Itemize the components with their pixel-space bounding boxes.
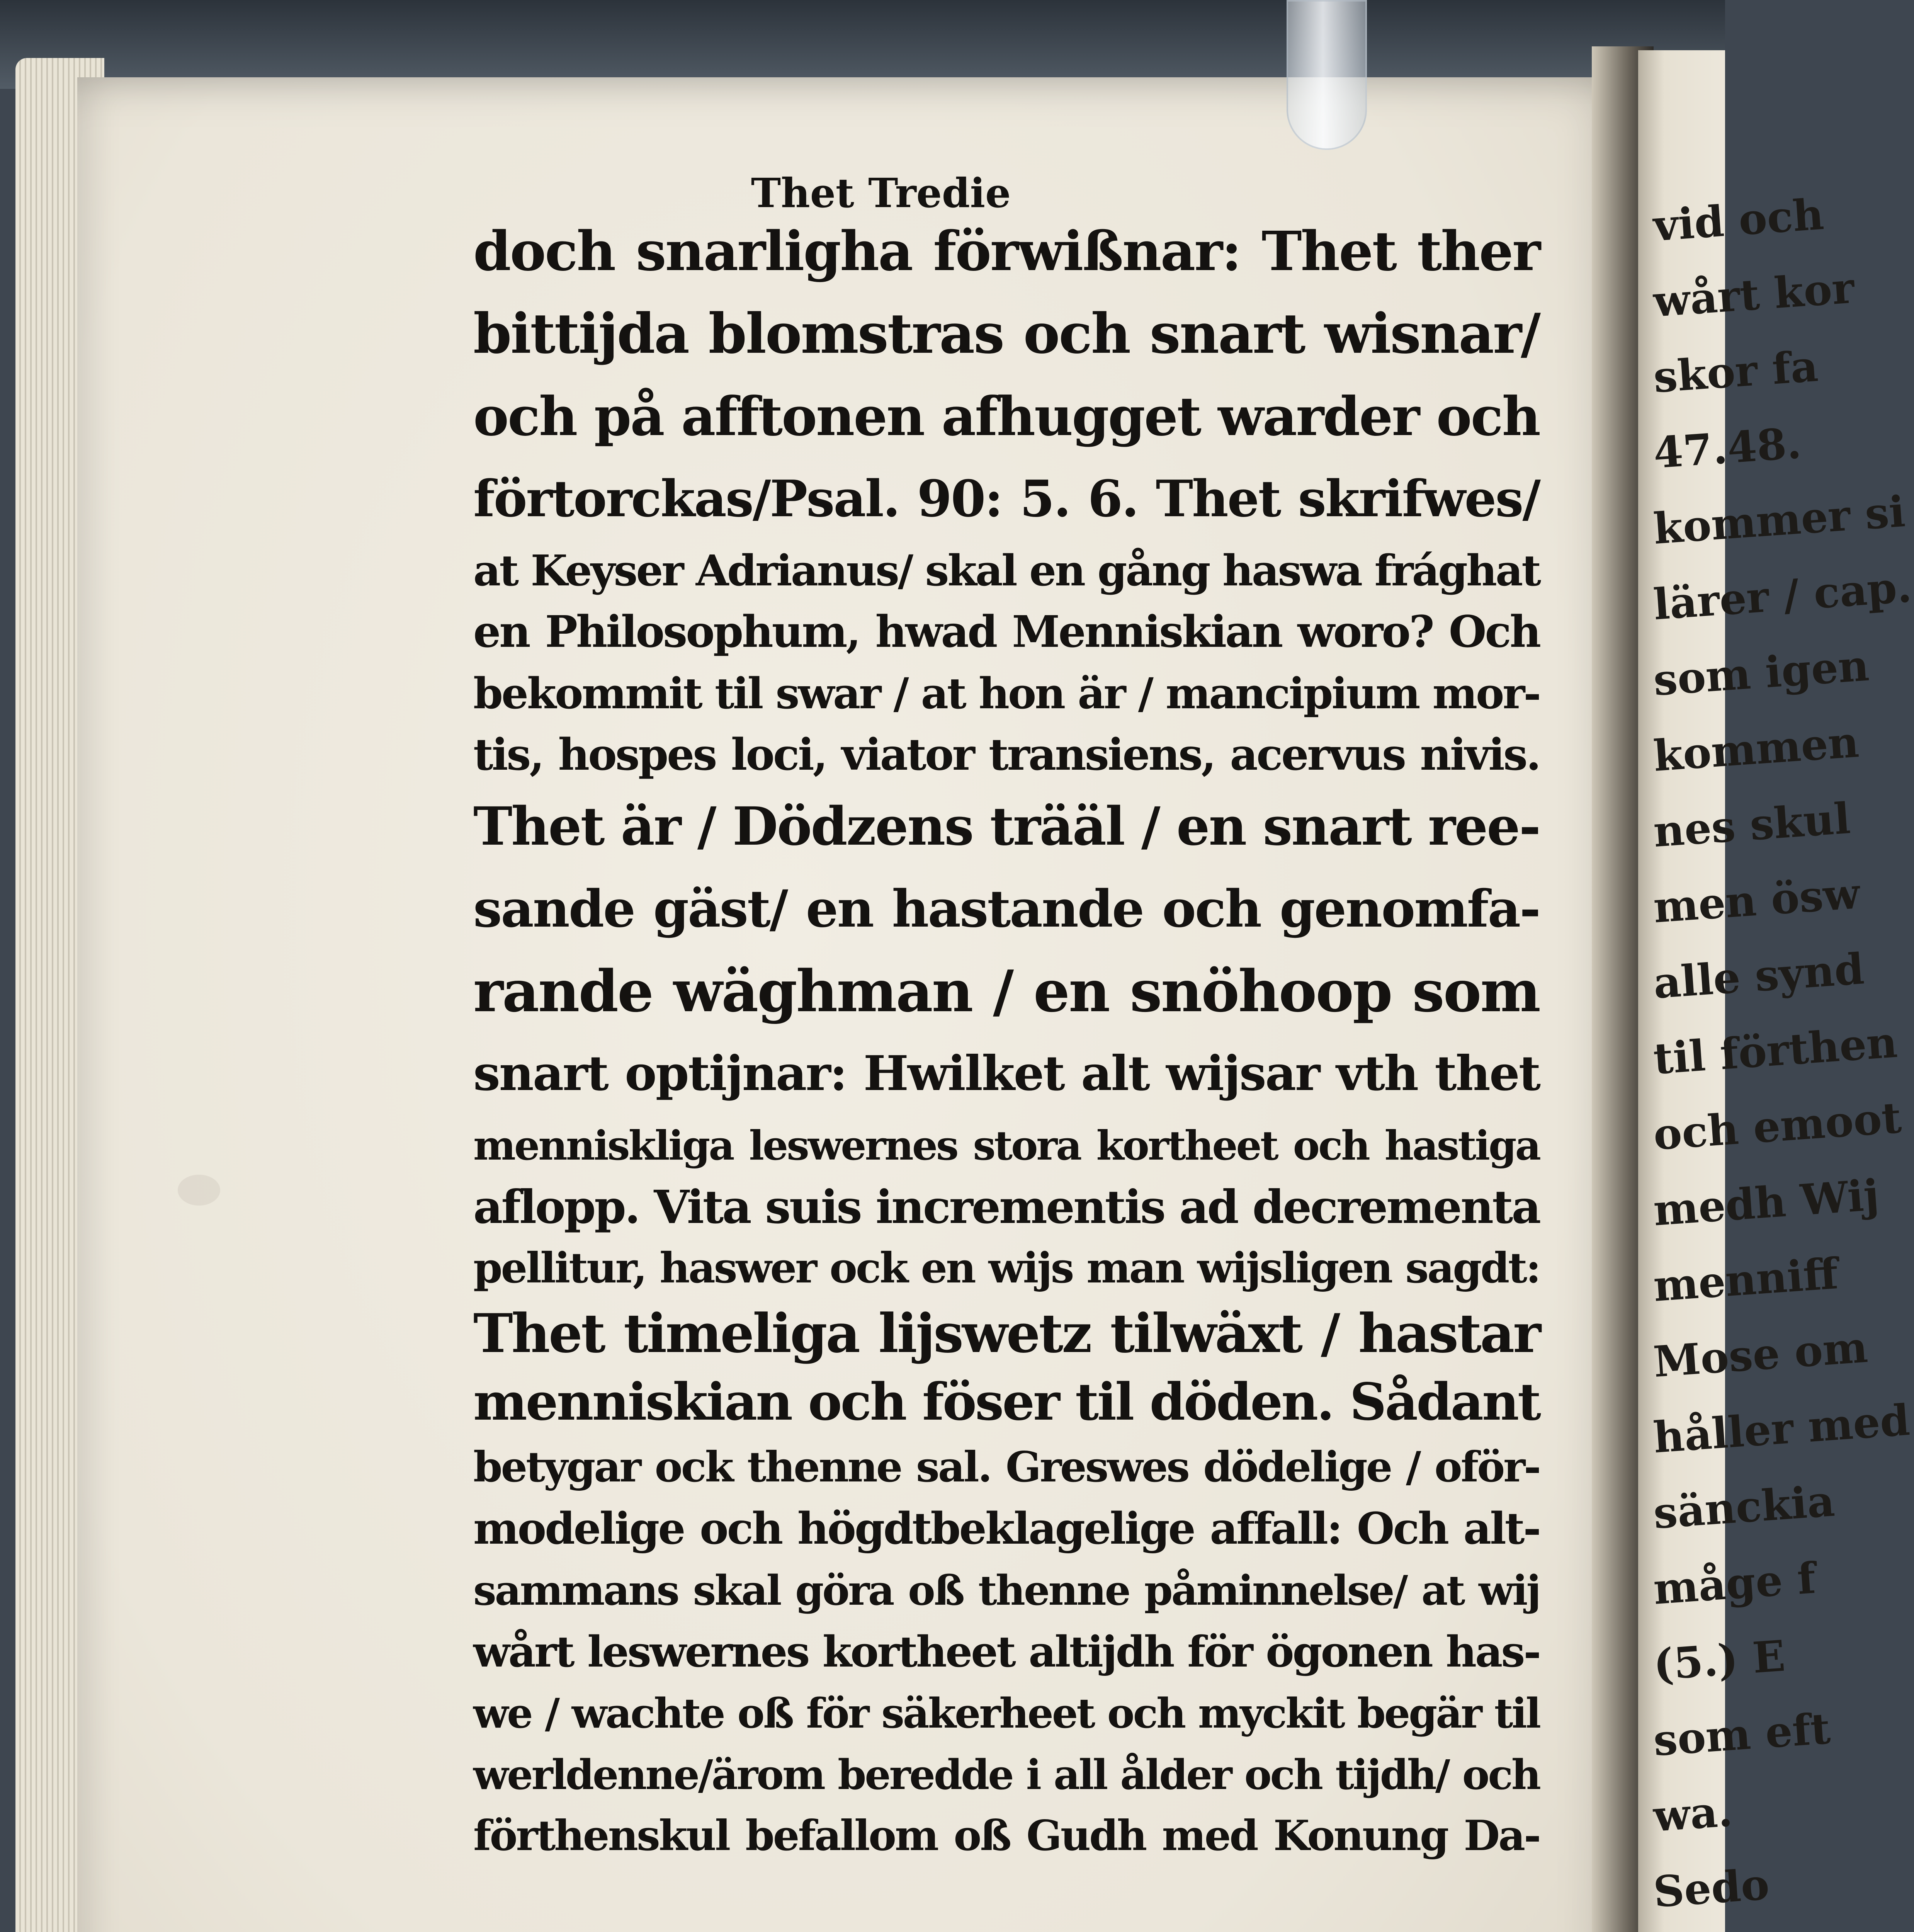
facing-page-line: men ösw [1652, 868, 1861, 933]
text-line: pellitur, haswer ock en wijs man wijsligen sagdt: [473, 1244, 1540, 1293]
body-text [473, 211, 1540, 1867]
facing-page-line: alle synd [1652, 944, 1866, 1009]
text-line: förtorckas/Psal. 90: 5. 6. Thet skrifwes/ [473, 469, 1540, 528]
text-line: Thet timeliga lijswetz tilwäxt / hastar [473, 1302, 1540, 1365]
facing-page-line: menniff [1652, 1248, 1840, 1311]
text-line: tis, hospes loci, viator transiens, acervus nivis. [473, 730, 1540, 780]
text-line: werldenne/ärom beredde i all ålder och tijdh/ och [473, 1750, 1540, 1799]
text-line: snart optijnar: Hwilket alt wijsar vth thet [473, 1046, 1540, 1102]
facing-page-line: wårt kor [1652, 263, 1856, 327]
facing-page-line: (5.) E [1652, 1631, 1787, 1690]
facing-page-line: kommer si [1652, 486, 1907, 554]
text-line: aflopp. Vita suis incrementis ad decrementa [473, 1180, 1540, 1234]
text-line: rande wäghman / en snöhoop som [473, 957, 1540, 1025]
facing-page-line: medh Wij [1652, 1170, 1881, 1236]
text-line: Thet är / Dödzens trääl / en snart ree- [473, 796, 1540, 857]
facing-page-line: Mose om [1652, 1322, 1870, 1387]
text-line: sande gäst/ en hastande och genomfa- [473, 879, 1540, 939]
facing-page-line: måge f [1652, 1553, 1817, 1614]
text-line: betygar ock thenne sal. Greswes dödelige / oför- [473, 1443, 1540, 1492]
text-line: sammans skal göra oß thenne påminnelse/ at wij [473, 1566, 1540, 1614]
text-line: menniskian och föser til döden. Sådant [473, 1372, 1540, 1432]
text-line: bittijda blomstras och snart wisnar/ [473, 302, 1540, 366]
text-line: wårt leswernes kortheet altijdh för ögonen has- [473, 1627, 1540, 1677]
text-line: modelige och högdtbeklagelige affall: Och alt- [473, 1503, 1540, 1554]
facing-page-line: 47.48. [1652, 418, 1803, 478]
facing-page-line: sänckia [1652, 1476, 1836, 1539]
facing-page-line: som eft [1652, 1703, 1832, 1766]
facing-page-line: kommen [1652, 717, 1861, 781]
text-line: bekommit til swar / at hon är / mancipium mor- [473, 668, 1540, 718]
text-line: och på afftonen afhugget warder och [473, 385, 1540, 448]
text-line: doch snarligha förwißnar: Thet ther [473, 220, 1540, 283]
text-line: en Philosophum, hwad Menniskian woro? Och [473, 607, 1540, 657]
text-line: menniskliga leswernes stora kortheet och hastiga [473, 1122, 1540, 1169]
facing-page-line: nes skul [1652, 793, 1852, 857]
facing-page-line: wa. [1652, 1786, 1734, 1842]
page-clip-top [1287, 0, 1367, 150]
text-line: at Keyser Adrianus/ skal en gång haswa frághat [473, 546, 1540, 595]
scanner-backdrop [0, 0, 1725, 89]
facing-page-line: lärer / cap. [1652, 561, 1913, 630]
text-line: we / wachte oß för säkerheet och myckit begär til [473, 1689, 1540, 1737]
facing-page-line: som igen [1652, 640, 1871, 706]
facing-page-line: och emoot [1652, 1092, 1903, 1160]
running-head: Thet Tredie [751, 169, 1011, 217]
facing-page-line: Sedo [1652, 1859, 1771, 1917]
facing-page-line: vid och [1652, 189, 1826, 251]
facing-page-line: skor fa [1652, 341, 1820, 403]
facing-page-edge [1638, 50, 1913, 1932]
paper-stain [178, 1175, 220, 1206]
text-line: förthenskul befallom oß Gudh med Konung Da- [473, 1811, 1540, 1860]
facing-page-line: håller med [1652, 1395, 1912, 1463]
facing-page-line: til förthen [1652, 1017, 1899, 1084]
